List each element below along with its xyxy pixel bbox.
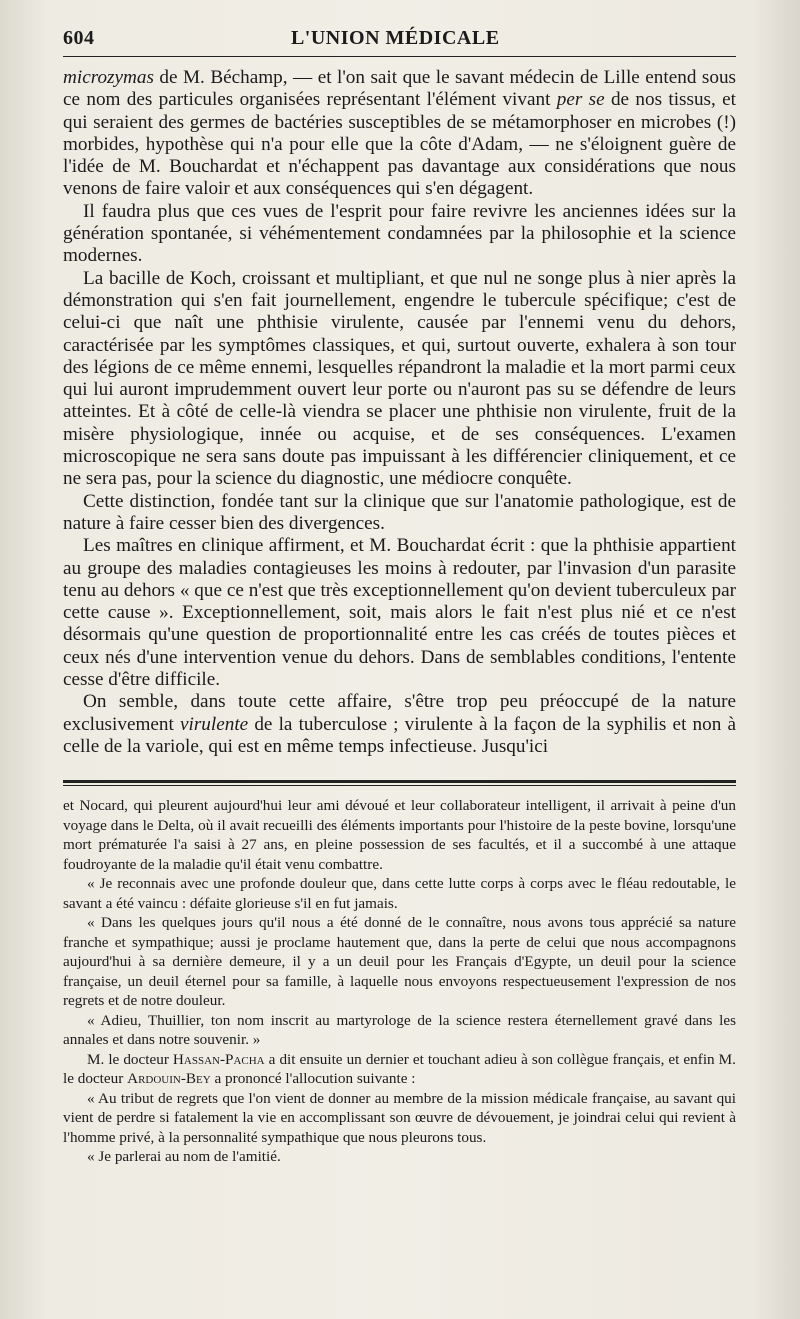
footnote-text: M. le docteur: [87, 1050, 173, 1068]
paragraph-1: [63, 67, 736, 201]
journal-title: L'UNION MÉDICALE: [290, 27, 500, 49]
footnote-rule-thick: [63, 780, 736, 783]
paragraph-text: de la tuberculose ; virulente à la façon de la syphilis et non à celle de la variole, qui est en même temps infectieuse. Jusqu'ici: [63, 713, 736, 757]
paragraph-text: On semble, dans toute cette affaire, s'être trop peu préoccupé de la nature exclusivement: [63, 691, 736, 735]
italic-term: per se: [556, 89, 605, 111]
running-head: [63, 20, 736, 56]
paragraph-2: Il faudra plus que ces vues de l'esprit pour faire revivre les anciennes idées sur la génération spontanée, si véhémentement condamnées par la philosophie et la science modernes.: [63, 200, 736, 267]
footnote-paragraph: « Je reconnais avec une profonde douleur que, dans cette lutte corps à corps avec le fléau redoutable, le savant a été vaincu : défaite glorieuse s'il en fut jamais.: [63, 875, 736, 912]
footnote-rule-thin: [63, 785, 736, 786]
header-rule: [63, 56, 736, 57]
footnote-block: [63, 796, 736, 1167]
footnote-paragraph: [63, 1050, 736, 1089]
person-name: Hassan-Pacha: [172, 1050, 265, 1068]
footnote-paragraph: « Je parlerai au nom de l'amitié.: [87, 1148, 281, 1166]
paragraph-3: La bacille de Koch, croissant et multipliant, et que nul ne songe plus à nier après la démonstration qui s'en fait journellement, engendre le tubercule spécifique; c'est de celui-ci que naît une phthisie virulente, causée par l'ennemi venu du dehors, caractérisée par les symptômes classiques, et qui, surtout ouverte, exhalera à son tour des légions de ce même ennemi, lesquelles répandront la maladie et la mort parmi ceux qui lui auront imprudemment ouvert leur porte ou n'auront pas su se défendre de leurs atteintes. Et à côté de celle-là viendra se placer une phthisie non virulente, fruit de la misère physiologique, innée ou acquise, et de ses conséquences. L'examen microscopique ne sera sans doute pas impuissant à les différencier cliniquement, et ce ne sera pas, pour la science du diagnostic, une médiocre conquête.: [63, 267, 736, 490]
footnote-text: a dit ensuite un dernier et touchant adieu à son collègue français, et enfin M. le docteur: [63, 1050, 736, 1088]
footnote-text: a prononcé l'allocution suivante :: [210, 1070, 416, 1088]
article-body: [63, 67, 736, 758]
footnote-paragraph: « Au tribut de regrets que l'on vient de donner au membre de la mission médicale française, au savant qui vient de perdre si fatalement la vie en accomplissant son œuvre de dévouement, je joindrai celui qui revient à l'homme privé, à la personnalité sympathique que nous pleurons tous.: [63, 1089, 736, 1146]
paragraph-6: [63, 691, 736, 758]
page-number: 604: [63, 27, 95, 49]
person-name: Ardouin-Bey: [127, 1070, 211, 1088]
footnote-paragraph: et Nocard, qui pleurent aujourd'hui leur ami dévoué et leur collaborateur intelligent, il arrivait à peine d'un voyage dans le Delta, où il avait recueilli des éléments importants pour l'histoire de la peste bovine, lorsqu'une mort prématurée l'a saisi à 27 ans, en pleine possession de ses facultés, et il a succombé à une attaque foudroyante de la maladie qu'il était venu combattre.: [63, 797, 736, 873]
paragraph-text: de M. Béchamp, — et l'on sait que le savant médecin de Lille entend sous ce nom des particules organisées représentant l'élément vivant: [63, 67, 736, 111]
paragraph-5: Les maîtres en clinique affirment, et M. Bouchardat écrit : que la phthisie appartient au groupe des maladies contagieuses les moins à redouter, par l'invasion d'un parasite tenu au dehors « que ce n'est que très exceptionnellement qu'on devient tuberculeux par cette cause ». Exceptionnellement, soit, mais alors le fait n'est plus nié et ce n'est désormais qu'une question de proportionnalité entre les cas créés de toutes pièces et ceux nés d'une intervention venue du dehors. Dans de semblables conditions, l'entente cesse d'être difficile.: [63, 535, 736, 691]
footnote-paragraph: « Adieu, Thuillier, ton nom inscrit au martyrologe de la science restera éternellement gravé dans les annales et dans notre souvenir. »: [63, 1011, 736, 1049]
footnote-paragraph: « Dans les quelques jours qu'il nous a été donné de le connaître, nous avons tous apprécié sa nature franche et sympathique; aussi je proclame hautement que, dans la perte de celui que nous accompagnons aujourd'hui à sa dernière demeure, il y a un deuil pour les Français d'Egypte, un deuil pour la science française, un deuil éternel pour sa famille, à laquelle nous envoyons respectueusement l'expression de nos regrets et de notre douleur.: [63, 914, 736, 1010]
paragraph-text: de nos tissus, et qui seraient des germes de bactéries susceptibles de se métamorphoser en microbes (!) morbides, hypothèse qui n'a pour elle que la côte d'Adam, — ne s'éloignent guère de l'idée de M. Bouchardat et n'échappent pas davantage aux considérations que nous venons de faire valoir et aux conséquences qui s'en dégagent.: [63, 89, 736, 200]
paragraph-4: Cette distinction, fondée tant sur la clinique que sur l'anatomie pathologique, est de nature à faire cesser bien des divergences.: [63, 490, 736, 534]
italic-term: microzymas: [63, 67, 154, 88]
italic-term: virulente: [179, 713, 249, 735]
